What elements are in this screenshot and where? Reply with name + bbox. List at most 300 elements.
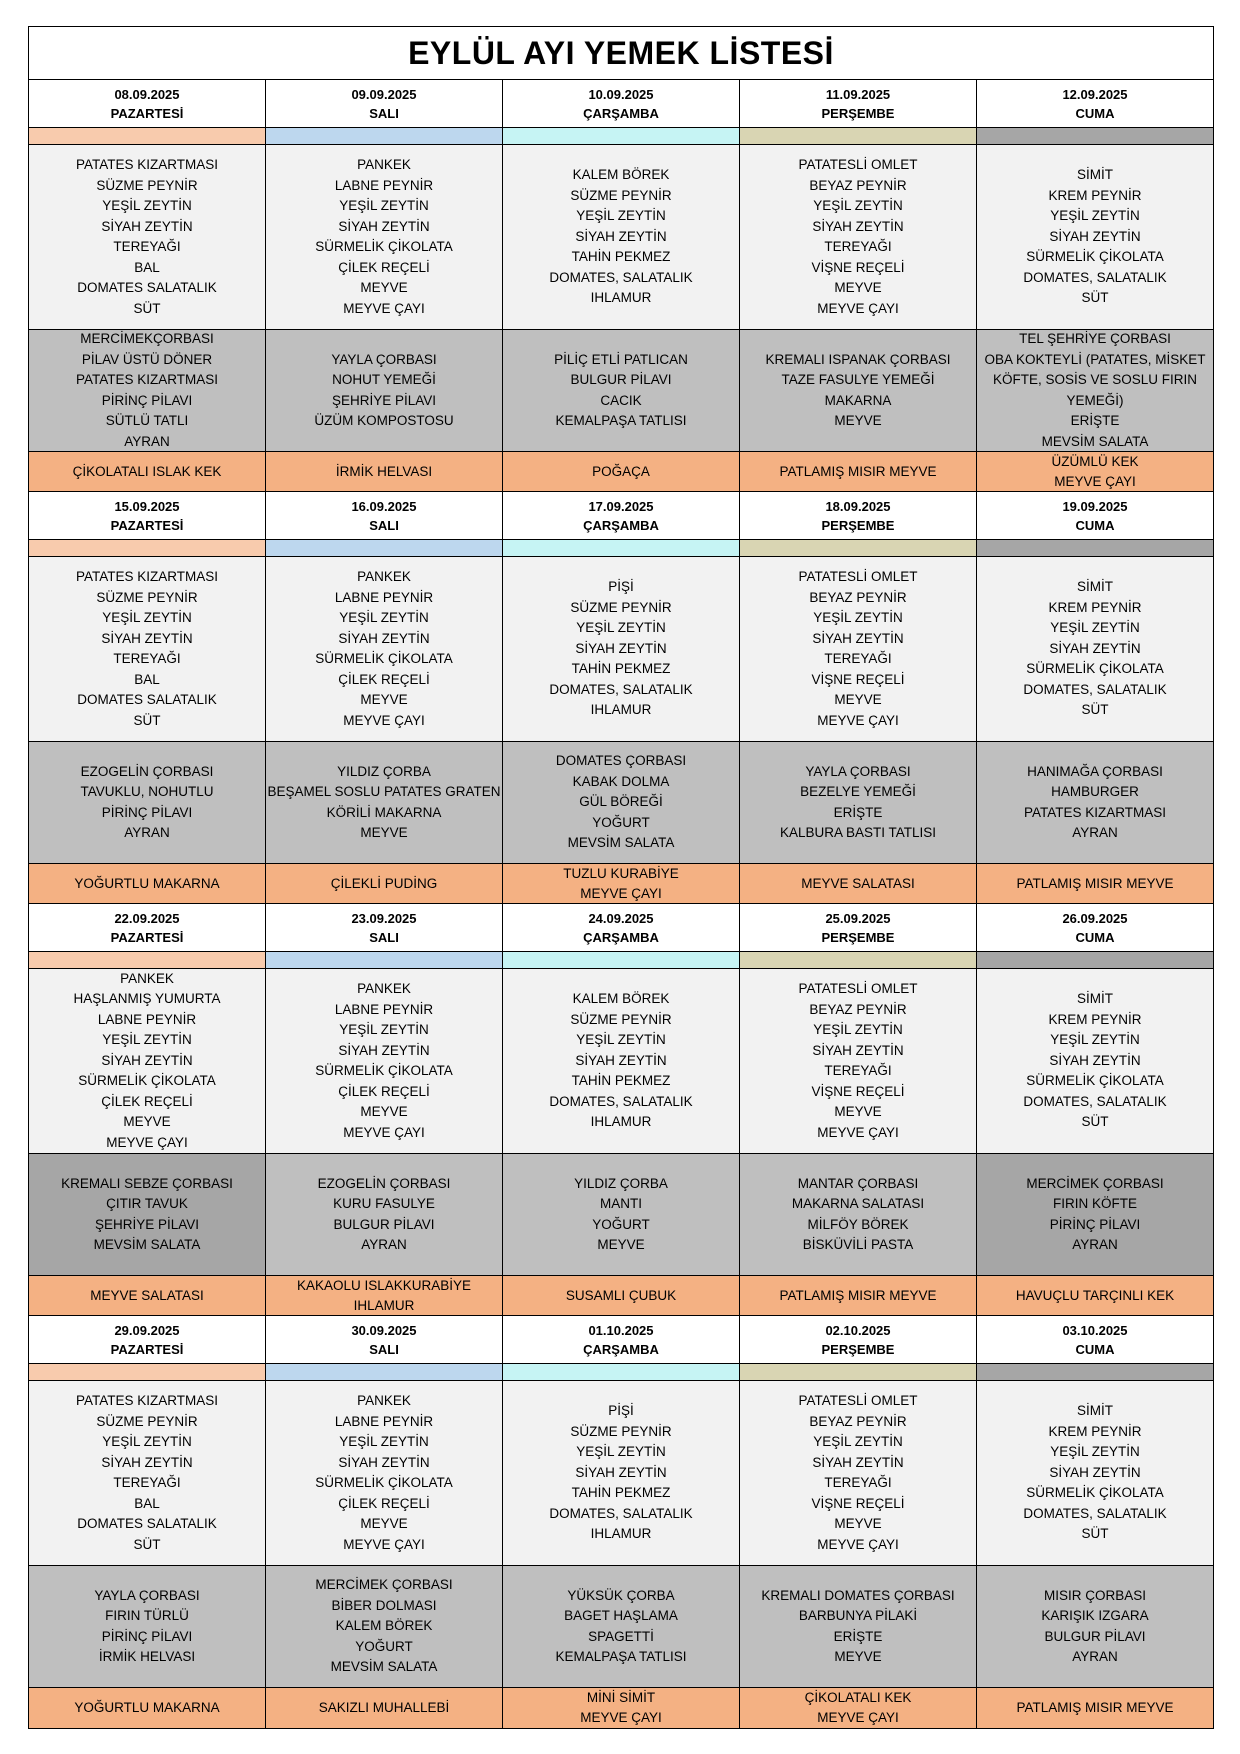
menu-item: MEYVE ÇAYI: [817, 1124, 899, 1140]
menu-item: DOMATES, SALATALIK: [1023, 1505, 1167, 1521]
menu-item: SİYAH ZEYTİN: [575, 1052, 667, 1068]
date-cell: [266, 904, 503, 951]
menu-item: PİRİNÇ PİLAVI: [101, 1628, 193, 1644]
day-color-swatch: [977, 952, 1213, 968]
menu-item: SİMİT: [1077, 579, 1113, 595]
menu-item: SÜRMELİK ÇİKOLATA: [315, 651, 453, 666]
breakfast-row-cell: [977, 1381, 1213, 1565]
date-label: 18.09.2025: [825, 498, 891, 514]
menu-item: BEYAZ PEYNİR: [809, 1001, 907, 1017]
breakfast-row-cell: [266, 145, 503, 329]
date-label: 30.09.2025: [351, 1322, 417, 1338]
menu-item: MEYVE ÇAYI: [817, 712, 899, 728]
date-label: 29.09.2025: [114, 1322, 180, 1338]
menu-item: TEL ŞEHRİYE ÇORBASI: [1019, 331, 1171, 346]
menu-item: MEYVE ÇAYI: [343, 1536, 425, 1552]
menu-item: KREMALI DOMATES ÇORBASI: [761, 1587, 955, 1603]
lunch-row-cell: [977, 742, 1213, 863]
snack-row: [29, 864, 1213, 904]
week-block: [29, 1316, 1213, 1728]
menu-item: MEYVE ÇAYI: [343, 712, 425, 728]
menu-item: SÜT: [1081, 702, 1109, 718]
lunch-row-cell: [503, 1154, 740, 1275]
lunch-row-cell: [740, 1154, 977, 1275]
snack-row-cell: [266, 452, 503, 491]
date-cell: [740, 1316, 977, 1363]
menu-item: BARBUNYA PİLAKİ: [798, 1608, 918, 1623]
menu-item: YAYLA ÇORBASI: [331, 351, 437, 367]
menu-item: SİYAH ZEYTİN: [101, 1454, 193, 1470]
menu-item: TAHİN PEKMEZ: [571, 1073, 671, 1089]
date-cell: [740, 80, 977, 127]
menu-item: ÇİKOLATALI KEK: [804, 1690, 912, 1705]
menu-item: SİMİT: [1077, 167, 1113, 183]
menu-item: PATLAMIŞ MISIR MEYVE: [1016, 875, 1174, 891]
menu-item: SÜZME PEYNİR: [96, 177, 198, 193]
menu-item: MEYVE: [834, 692, 882, 707]
menu-item: LABNE PEYNİR: [334, 177, 434, 193]
lunch-row-cell: [977, 330, 1213, 451]
menu-item: KREM PEYNİR: [1048, 1423, 1142, 1439]
menu-item: SİYAH ZEYTİN: [338, 218, 430, 234]
menu-item: KABAK DOLMA: [572, 773, 670, 789]
breakfast-row-cell: [29, 557, 266, 741]
menu-item: BAL: [134, 259, 160, 275]
menu-item: DOMATES SALATALIK: [77, 692, 217, 707]
lunch-row-cell: [740, 1566, 977, 1687]
menu-item: MEVSİM SALATA: [567, 835, 675, 851]
menu-item: TAHİN PEKMEZ: [571, 1485, 671, 1501]
menu-item: YEŞİL ZEYTİN: [1050, 208, 1140, 224]
menu-item: TUZLU KURABİYE: [563, 865, 679, 881]
menu-item: BAL: [134, 1495, 160, 1511]
menu-item: SİYAH ZEYTİN: [338, 630, 430, 646]
menu-item: TEREYAĞI: [113, 651, 181, 666]
menu-item: KALEM BÖREK: [572, 167, 670, 183]
weekday-label: CUMA: [1075, 105, 1115, 121]
menu-item: SÜRMELİK ÇİKOLATA: [315, 1063, 453, 1078]
date-cell: [740, 492, 977, 539]
menu-item: PİLİÇ ETLİ PATLICAN: [554, 351, 688, 367]
snack-row-cell: [266, 1688, 503, 1728]
menu-item: MANTAR ÇORBASI: [797, 1175, 919, 1191]
menu-item: TEREYAĞI: [824, 1063, 892, 1078]
day-color-swatch: [266, 952, 503, 968]
menu-item: MEVSİM SALATA: [93, 1237, 201, 1252]
menu-item: PİRİNÇ PİLAVI: [1049, 1216, 1141, 1232]
menu-item: SİYAH ZEYTİN: [101, 630, 193, 646]
menu-item: LABNE PEYNİR: [334, 1001, 434, 1017]
day-color-swatch: [29, 128, 266, 144]
menu-item: HAMBURGER: [1051, 784, 1139, 799]
snack-row-cell: [503, 1688, 740, 1728]
lunch-row-cell: [29, 742, 266, 863]
menu-item: BULGUR PİLAVI: [1044, 1628, 1146, 1644]
menu-item: ÇİLEKLİ PUDİNG: [330, 875, 438, 891]
menu-item: SİMİT: [1077, 991, 1113, 1007]
menu-item: PATLAMIŞ MISIR MEYVE: [1016, 1700, 1174, 1715]
menu-item: DOMATES, SALATALIK: [549, 681, 693, 697]
menu-item: YEŞİL ZEYTİN: [813, 198, 903, 213]
menu-item: BAGET HAŞLAMA: [564, 1608, 678, 1623]
date-label: 09.09.2025: [351, 86, 417, 102]
snack-row: [29, 452, 1213, 492]
menu-item: YOĞURT: [355, 1638, 413, 1654]
day-color-swatch: [266, 128, 503, 144]
menu-item: MEYVE ÇAYI: [817, 300, 899, 316]
menu-item: KREMALI ISPANAK ÇORBASI: [765, 351, 951, 367]
menu-item: BEŞAMEL SOSLU PATATES GRATEN: [267, 784, 501, 799]
menu-item: DOMATES, SALATALIK: [1023, 1093, 1167, 1109]
day-color-swatch: [266, 540, 503, 556]
snack-row-cell: [503, 452, 740, 491]
menu-item: SİYAH ZEYTİN: [575, 1464, 667, 1480]
menu-item: SÜT: [133, 300, 161, 316]
menu-item: İRMİK HELVASI: [98, 1649, 196, 1664]
date-cell: [977, 80, 1213, 127]
lunch-row-cell: [29, 1154, 266, 1275]
week-block: [29, 904, 1213, 1316]
menu-item: SİYAH ZEYTİN: [575, 640, 667, 656]
lunch-row-cell: [29, 330, 266, 451]
lunch-row: [29, 742, 1213, 864]
menu-item: AYRAN: [124, 433, 170, 449]
menu-item: ÇİLEK REÇELİ: [338, 259, 430, 275]
menu-item: MEVSİM SALATA: [330, 1659, 438, 1675]
menu-item: HAŞLANMIŞ YUMURTA: [73, 991, 221, 1007]
menu-item: PATATES KIZARTMASI: [75, 372, 219, 387]
menu-item: SÜT: [1081, 1526, 1109, 1542]
menu-item: SÜTLÜ TATLI: [105, 413, 189, 428]
menu-item: SPAGETTİ: [588, 1628, 654, 1644]
date-cell: [266, 80, 503, 127]
snack-row-cell: [977, 1688, 1213, 1728]
menu-item: LABNE PEYNİR: [334, 1413, 434, 1429]
menu-item: TAVUKLU, NOHUTLU: [80, 784, 214, 799]
menu-item: PANKEK: [357, 981, 411, 996]
day-color-row: [29, 952, 1213, 969]
menu-item: MEYVE: [834, 1104, 882, 1119]
menu-item: KREMALI SEBZE ÇORBASI: [61, 1175, 233, 1191]
snack-row-cell: [266, 1276, 503, 1315]
menu-item: YEŞİL ZEYTİN: [102, 610, 192, 625]
date-label: 23.09.2025: [351, 910, 417, 926]
menu-item: MEYVE: [360, 1516, 408, 1531]
menu-item: ERİŞTE: [833, 1628, 883, 1644]
menu-item: YEŞİL ZEYTİN: [339, 1022, 429, 1037]
menu-item: GÜL BÖREĞİ: [579, 794, 663, 810]
menu-item: PATATESLİ OMLET: [798, 569, 918, 584]
menu-item: SÜRMELİK ÇİKOLATA: [1026, 1485, 1164, 1501]
menu-item: MERCİMEK ÇORBASI: [1026, 1175, 1164, 1191]
menu-item: DOMATES ÇORBASI: [555, 753, 687, 769]
menu-item: SÜT: [1081, 1114, 1109, 1130]
lunch-row-cell: [503, 330, 740, 451]
menu-item: YOĞURT: [592, 814, 650, 830]
weekday-label: ÇARŞAMBA: [583, 929, 659, 945]
menu-item: İRMİK HELVASI: [335, 463, 433, 479]
date-label: 17.09.2025: [588, 498, 654, 514]
menu-item: AYRAN: [1072, 825, 1118, 840]
lunch-row-cell: [266, 1566, 503, 1687]
menu-item: SÜZME PEYNİR: [96, 589, 198, 605]
menu-item: MEYVE ÇAYI: [580, 885, 662, 901]
menu-item: PANKEK: [120, 970, 174, 986]
weekday-label: SALI: [369, 517, 399, 533]
menu-item: YOĞURTLU MAKARNA: [74, 1700, 220, 1715]
menu-item: KREM PEYNİR: [1048, 187, 1142, 203]
menu-item: SİYAH ZEYTİN: [338, 1454, 430, 1470]
menu-item: SÜZME PEYNİR: [570, 1423, 672, 1439]
menu-item: SÜZME PEYNİR: [570, 1011, 672, 1027]
menu-item: MEYVE: [360, 825, 408, 840]
menu-item: KEMALPAŞA TATLISI: [555, 413, 687, 428]
menu-item: MEYVE ÇAYI: [343, 1124, 425, 1140]
menu-item: YEŞİL ZEYTİN: [576, 1032, 666, 1048]
day-color-swatch: [740, 1364, 977, 1380]
menu-item: YEŞİL ZEYTİN: [102, 1032, 192, 1048]
menu-item: SÜRMELİK ÇİKOLATA: [1026, 661, 1164, 677]
menu-item: VİŞNE REÇELİ: [811, 1083, 905, 1099]
snack-row-cell: [740, 1276, 977, 1315]
menu-item: OBA KOKTEYLİ (PATATES, MİSKET KÖFTE, SOSİS VE SOSLU FIRIN YEMEĞİ): [984, 351, 1206, 408]
menu-item: PATATES KIZARTMASI: [75, 157, 219, 172]
date-label: 22.09.2025: [114, 910, 180, 926]
breakfast-row-cell: [977, 145, 1213, 329]
snack-row-cell: [503, 1276, 740, 1315]
menu-item: ŞEHRİYE PİLAVI: [331, 392, 437, 408]
date-cell: [740, 904, 977, 951]
menu-item: SÜRMELİK ÇİKOLATA: [78, 1073, 216, 1089]
date-row: [29, 1316, 1213, 1364]
date-label: 19.09.2025: [1062, 498, 1128, 514]
date-row: [29, 492, 1213, 540]
day-color-swatch: [503, 128, 740, 144]
date-cell: [977, 904, 1213, 951]
menu-item: KÖRİLİ MAKARNA: [326, 804, 442, 820]
week-block: [29, 492, 1213, 904]
menu-item: IHLAMUR: [590, 1526, 652, 1542]
menu-item: PATATESLİ OMLET: [798, 1393, 918, 1408]
date-label: 12.09.2025: [1062, 86, 1128, 102]
menu-item: YEŞİL ZEYTİN: [813, 610, 903, 625]
menu-item: ÇİLEK REÇELİ: [101, 1093, 193, 1109]
weekday-label: ÇARŞAMBA: [583, 105, 659, 121]
menu-item: MEYVE ÇAYI: [580, 1710, 662, 1725]
breakfast-row-cell: [740, 145, 977, 329]
menu-item: MEYVE SALATASI: [801, 875, 915, 891]
snack-row-cell: [503, 864, 740, 903]
menu-item: SUSAMLI ÇUBUK: [565, 1287, 677, 1303]
date-cell: [503, 1316, 740, 1363]
menu-item: YAYLA ÇORBASI: [805, 763, 911, 779]
menu-item: PATATES KIZARTMASI: [1023, 804, 1167, 820]
menu-item: YEŞİL ZEYTİN: [1050, 1444, 1140, 1460]
breakfast-row: [29, 969, 1213, 1154]
page-title: EYLÜL AYI YEMEK LİSTESİ: [29, 27, 1213, 80]
lunch-row: [29, 330, 1213, 452]
menu-item: MEYVE: [360, 1104, 408, 1119]
menu-item: MAKARNA SALATASI: [791, 1196, 925, 1211]
snack-row-cell: [29, 864, 266, 903]
menu-item: SİYAH ZEYTİN: [1049, 640, 1141, 656]
menu-item: TAHİN PEKMEZ: [571, 661, 671, 677]
date-cell: [29, 1316, 266, 1363]
weekday-label: SALI: [369, 929, 399, 945]
menu-item: MEYVE: [834, 413, 882, 428]
menu-item: SÜRMELİK ÇİKOLATA: [1026, 1073, 1164, 1089]
snack-row-cell: [740, 864, 977, 903]
menu-item: VİŞNE REÇELİ: [811, 1495, 905, 1511]
menu-item: EZOGELİN ÇORBASI: [317, 1175, 451, 1191]
menu-item: BEYAZ PEYNİR: [809, 1413, 907, 1429]
menu-item: MERCİMEKÇORBASI: [80, 331, 214, 346]
menu-item: SİYAH ZEYTİN: [1049, 1464, 1141, 1480]
menu-item: AYRAN: [1072, 1649, 1118, 1664]
menu-item: VİŞNE REÇELİ: [811, 259, 905, 275]
menu-item: LABNE PEYNİR: [334, 589, 434, 605]
menu-item: MEVSİM SALATA: [1041, 433, 1149, 449]
menu-item: MİNİ SİMİT: [586, 1690, 656, 1705]
date-label: 10.09.2025: [588, 86, 654, 102]
breakfast-row: [29, 145, 1213, 330]
menu-item: YILDIZ ÇORBA: [337, 763, 431, 779]
menu-item: MEYVE: [597, 1237, 645, 1252]
menu-item: TEREYAĞI: [824, 239, 892, 254]
menu-item: PATATES KIZARTMASI: [75, 569, 219, 584]
menu-item: YEŞİL ZEYTİN: [339, 198, 429, 213]
date-cell: [29, 904, 266, 951]
menu-item: MEYVE ÇAYI: [1054, 473, 1136, 489]
snack-row-cell: [29, 452, 266, 491]
menu-item: SÜZME PEYNİR: [570, 599, 672, 615]
day-color-swatch: [740, 128, 977, 144]
menu-item: YOĞURTLU MAKARNA: [74, 875, 220, 891]
weekday-label: PERŞEMBE: [821, 517, 895, 533]
weekday-label: PAZARTESİ: [110, 1341, 184, 1357]
day-color-row: [29, 128, 1213, 145]
day-color-swatch: [740, 540, 977, 556]
lunch-row-cell: [503, 1566, 740, 1687]
menu-item: MİLFÖY BÖREK: [807, 1216, 909, 1232]
menu-item: PATLAMIŞ MISIR MEYVE: [779, 463, 937, 479]
menu-item: YEŞİL ZEYTİN: [576, 1444, 666, 1460]
menu-item: DOMATES, SALATALIK: [1023, 269, 1167, 285]
menu-item: ERİŞTE: [1070, 413, 1120, 428]
menu-item: KALEM BÖREK: [572, 991, 670, 1007]
lunch-row: [29, 1154, 1213, 1276]
menu-item: YILDIZ ÇORBA: [574, 1175, 668, 1191]
day-color-swatch: [29, 952, 266, 968]
menu-table: [28, 26, 1214, 1729]
menu-item: SÜZME PEYNİR: [570, 187, 672, 203]
menu-item: KREM PEYNİR: [1048, 1011, 1142, 1027]
menu-item: BULGUR PİLAVI: [333, 1216, 435, 1232]
day-color-swatch: [977, 128, 1213, 144]
date-cell: [29, 80, 266, 127]
menu-item: ŞEHRİYE PİLAVI: [94, 1216, 200, 1232]
week-block: [29, 80, 1213, 492]
menu-item: AYRAN: [361, 1237, 407, 1252]
menu-item: MEYVE: [834, 280, 882, 295]
snack-row: [29, 1688, 1213, 1728]
menu-item: SÜT: [1081, 290, 1109, 306]
menu-item: HAVUÇLU TARÇINLI KEK: [1015, 1287, 1175, 1303]
snack-row: [29, 1276, 1213, 1316]
menu-item: BEZELYE YEMEĞİ: [800, 784, 916, 799]
menu-item: BAL: [134, 671, 160, 687]
menu-item: ÜZÜMLÜ KEK: [1051, 453, 1139, 469]
date-cell: [977, 492, 1213, 539]
day-color-swatch: [29, 540, 266, 556]
menu-item: MEYVE ÇAYI: [817, 1710, 899, 1725]
breakfast-row-cell: [266, 557, 503, 741]
lunch-row-cell: [266, 330, 503, 451]
menu-item: YEŞİL ZEYTİN: [339, 1434, 429, 1449]
date-cell: [266, 1316, 503, 1363]
menu-item: KARIŞIK IZGARA: [1041, 1608, 1149, 1623]
day-color-row: [29, 540, 1213, 557]
menu-item: SÜRMELİK ÇİKOLATA: [315, 239, 453, 254]
menu-item: SİYAH ZEYTİN: [812, 218, 904, 234]
menu-item: SİYAH ZEYTİN: [101, 218, 193, 234]
menu-item: YOĞURT: [592, 1216, 650, 1232]
menu-item: ERİŞTE: [833, 804, 883, 820]
day-color-row: [29, 1364, 1213, 1381]
breakfast-row-cell: [29, 1381, 266, 1565]
date-label: 02.10.2025: [825, 1322, 891, 1338]
menu-item: BİBER DOLMASI: [331, 1597, 437, 1613]
menu-item: SİYAH ZEYTİN: [812, 1042, 904, 1058]
menu-item: TEREYAĞI: [113, 239, 181, 254]
menu-item: BEYAZ PEYNİR: [809, 177, 907, 193]
menu-item: YEŞİL ZEYTİN: [102, 1434, 192, 1449]
weekday-label: CUMA: [1075, 517, 1115, 533]
date-cell: [29, 492, 266, 539]
menu-item: MEYVE: [360, 692, 408, 707]
weekday-label: PERŞEMBE: [821, 105, 895, 121]
date-row: [29, 80, 1213, 128]
breakfast-row-cell: [740, 1381, 977, 1565]
menu-item: KREM PEYNİR: [1048, 599, 1142, 615]
menu-item: DOMATES, SALATALIK: [549, 1093, 693, 1109]
weekday-label: CUMA: [1075, 929, 1115, 945]
menu-item: SİYAH ZEYTİN: [812, 630, 904, 646]
menu-item: YEŞİL ZEYTİN: [813, 1434, 903, 1449]
menu-item: DOMATES SALATALIK: [77, 280, 217, 295]
breakfast-row-cell: [740, 557, 977, 741]
menu-item: ÇİLEK REÇELİ: [338, 1495, 430, 1511]
lunch-row: [29, 1566, 1213, 1688]
menu-item: YEŞİL ZEYTİN: [339, 610, 429, 625]
menu-item: PİRİNÇ PİLAVI: [101, 392, 193, 408]
weekday-label: SALI: [369, 1341, 399, 1357]
menu-item: KAKAOLU ISLAKKURABİYE: [296, 1277, 472, 1293]
snack-row-cell: [29, 1276, 266, 1315]
date-label: 15.09.2025: [114, 498, 180, 514]
menu-item: SÜZME PEYNİR: [96, 1413, 198, 1429]
menu-item: DOMATES, SALATALIK: [1023, 681, 1167, 697]
menu-item: TAZE FASULYE YEMEĞİ: [781, 372, 935, 387]
menu-item: PİŞİ: [608, 1403, 634, 1419]
menu-item: SİYAH ZEYTİN: [101, 1052, 193, 1068]
menu-item: MAKARNA: [824, 392, 892, 408]
menu-item: MEYVE: [834, 1516, 882, 1531]
snack-row-cell: [29, 1688, 266, 1728]
menu-item: PİŞİ: [608, 579, 634, 595]
menu-item: MEYVE ÇAYI: [817, 1536, 899, 1552]
menu-item: PATLAMIŞ MISIR MEYVE: [779, 1287, 937, 1303]
